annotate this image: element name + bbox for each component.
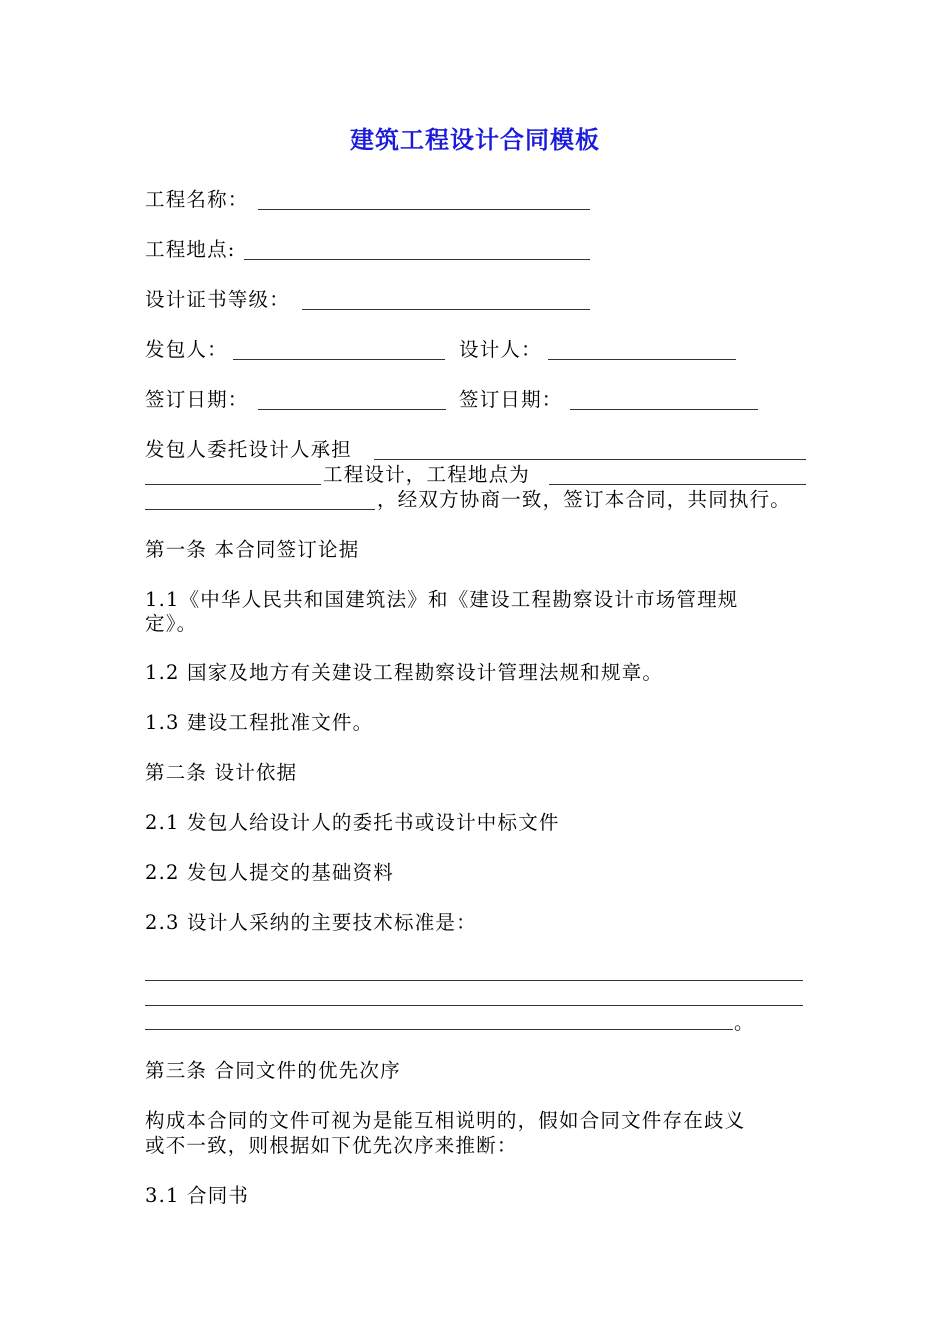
intro-part2: 工程设计，工程地点为 <box>323 463 531 486</box>
article3-heading: 第三条 合同文件的优先次序 <box>145 1059 401 1082</box>
project-location-blank[interactable] <box>244 259 590 260</box>
sign-date-label-1: 签订日期： <box>145 388 249 411</box>
employer-label: 发包人： <box>145 338 228 361</box>
standards-blank-3[interactable] <box>145 1029 733 1030</box>
document-title: 建筑工程设计合同模板 <box>350 126 600 154</box>
article3-para-line2: 或不一致，则根据如下优先次序来推断： <box>145 1134 518 1157</box>
article1-heading: 第一条 本合同签订论据 <box>145 538 360 561</box>
project-name-label: 工程名称： <box>145 188 249 211</box>
article2-heading: 第二条 设计依据 <box>145 761 298 784</box>
article3-item1: 3.1 合同书 <box>145 1184 250 1207</box>
location-blank[interactable] <box>549 484 806 485</box>
project-location-label: 工程地点: <box>145 238 236 261</box>
project-scope-blank[interactable] <box>374 459 806 460</box>
certificate-grade-label: 设计证书等级： <box>145 288 290 311</box>
project-scope-blank-cont[interactable] <box>145 484 321 485</box>
intro-part1: 发包人委托设计人承担 <box>145 438 353 461</box>
location-blank-cont[interactable] <box>145 509 375 510</box>
article1-item3: 1.3 建设工程批准文件。 <box>145 711 374 734</box>
article1-item1-line2: 定》。 <box>145 612 198 635</box>
sign-date-label-2: 签订日期： <box>459 388 563 411</box>
sign-date-blank-2[interactable] <box>570 409 758 410</box>
designer-label: 设计人： <box>459 338 542 361</box>
article2-item3: 2.3 设计人采纳的主要技术标准是： <box>145 911 477 934</box>
article1-item1-line1: 1.1《中华人民共和国建筑法》和《建设工程勘察设计市场管理规 <box>145 588 739 611</box>
project-name-blank[interactable] <box>258 209 590 210</box>
article3-para-line1: 构成本合同的文件可视为是能互相说明的，假如合同文件存在歧义 <box>145 1109 746 1132</box>
certificate-grade-blank[interactable] <box>302 309 590 310</box>
standards-end-mark: 。 <box>734 1011 755 1034</box>
article1-item2: 1.2 国家及地方有关建设工程勘察设计管理法规和规章。 <box>145 661 664 684</box>
article2-item2: 2.2 发包人提交的基础资料 <box>145 861 395 884</box>
intro-part3: ，经双方协商一致，签订本合同，共同执行。 <box>377 488 792 511</box>
employer-blank[interactable] <box>233 359 445 360</box>
designer-blank[interactable] <box>548 359 736 360</box>
standards-blank-1[interactable] <box>145 980 803 981</box>
standards-blank-2[interactable] <box>145 1005 803 1006</box>
sign-date-blank-1[interactable] <box>258 409 446 410</box>
article2-item1: 2.1 发包人给设计人的委托书或设计中标文件 <box>145 811 560 834</box>
